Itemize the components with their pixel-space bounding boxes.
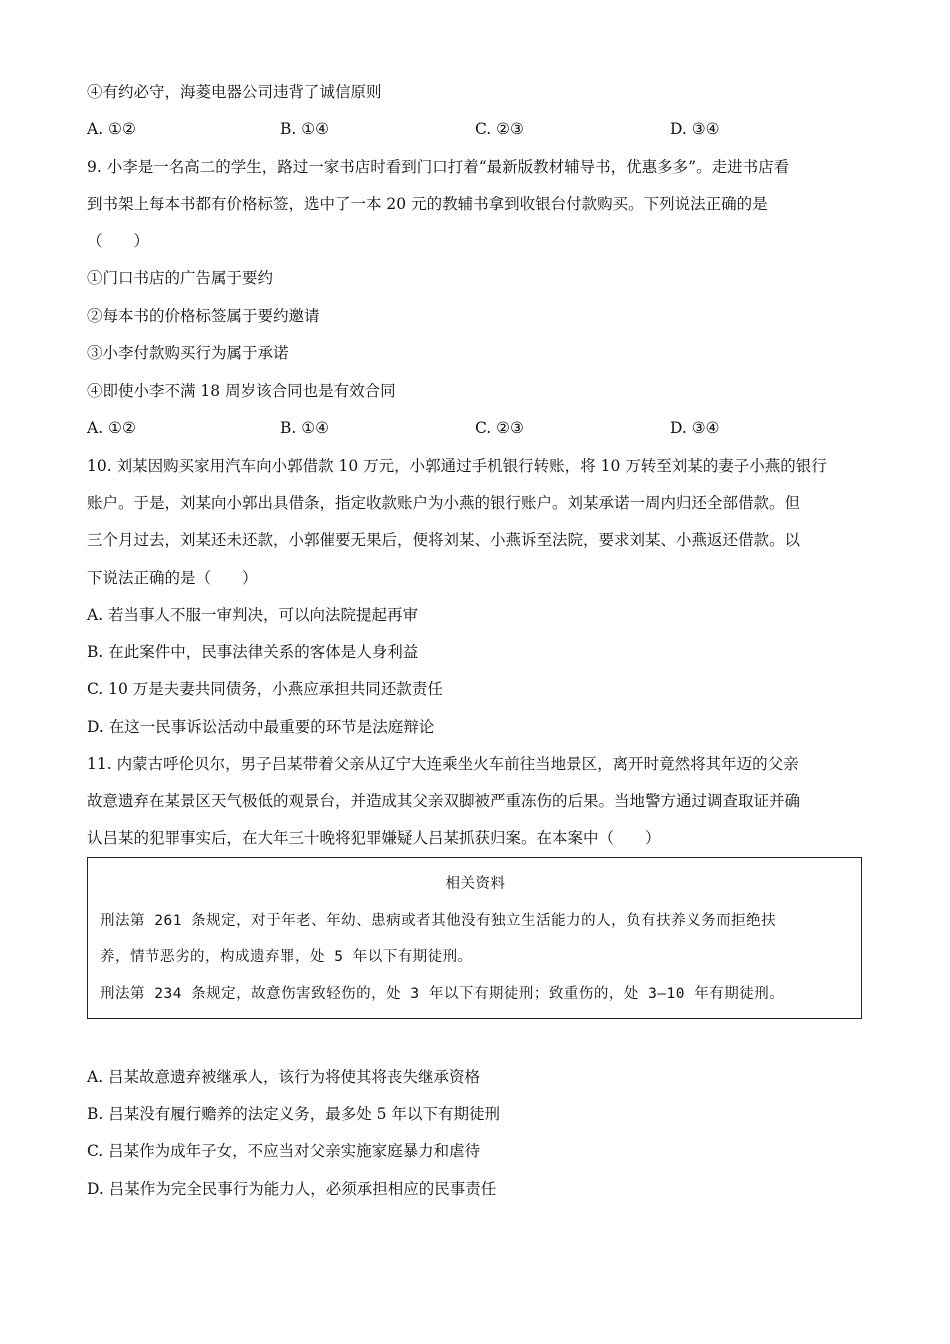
q11-stem-line-3: 认吕某的犯罪事实后，在大年三十晚将犯罪嫌疑人吕某抓获归案。在本案中（ ） [87, 829, 661, 847]
q10-option-a: A. 若当事人不服一审判决，可以向法院提起再审 [87, 606, 419, 624]
q10-option-d: D. 在这一民事诉讼活动中最重要的环节是法庭辩论 [87, 718, 435, 736]
q9-item-2: ②每本书的价格标签属于要约邀请 [87, 307, 320, 325]
q9-stem-line-2: 到书架上每本书都有价格标签，选中了一本 20 元的教辅书拿到收银台付款购买。下列说法正确的是 [87, 195, 768, 213]
q9-option-b: B. ①④ [280, 419, 330, 437]
q10-stem-line-1: 10. 刘某因购买家用汽车向小郭借款 10 万元，小郭通过手机银行转账，将 10 万转至刘某的妻子小燕的银行 [87, 457, 827, 475]
q10-stem-line-2: 账户。于是，刘某向小郭出具借条，指定收款账户为小燕的银行账户。刘某承诺一周内归还全部借款。但 [87, 494, 801, 512]
q9-item-1: ①门口书店的广告属于要约 [87, 269, 274, 287]
q9-item-4: ④即使小李不满 18 周岁该合同也是有效合同 [87, 382, 396, 400]
q11-stem-line-2: 故意遗弃在某景区天气极低的观景台，并造成其父亲双脚被严重冻伤的后果。当地警方通过调查取证并确 [87, 792, 801, 810]
q8-item-4: ④有约必守，海菱电器公司违背了诚信原则 [87, 83, 382, 101]
q10-stem-line-4: 下说法正确的是（ ） [87, 569, 258, 587]
q9-option-d: D. ③④ [670, 419, 720, 437]
q10-stem-line-3: 三个月过去，刘某还未还款，小郭催要无果后，便将刘某、小燕诉至法院，要求刘某、小燕返还借款。以 [87, 531, 801, 549]
q11-stem-line-1: 11. 内蒙古呼伦贝尔，男子吕某带着父亲从辽宁大连乘坐火车前往当地景区，离开时竟然将其年迈的父亲 [87, 755, 799, 773]
q9-options [87, 418, 867, 438]
q11-option-a: A. 吕某故意遗弃被继承人，该行为将使其将丧失继承资格 [87, 1068, 481, 1086]
q8-option-a: A. ①② [87, 120, 136, 138]
reference-box-title: 相关资料 [445, 876, 506, 892]
reference-material-box [87, 857, 862, 1019]
q9-stem-line-1: 9. 小李是一名高二的学生，路过一家书店时看到门口打着“最新版教材辅导书，优惠多多”。走进书店看 [87, 158, 790, 176]
q11-option-b: B. 吕某没有履行赡养的法定义务，最多处 5 年以下有期徒刑 [87, 1105, 500, 1123]
reference-line-3: 刑法第 234 条规定，故意伤害致轻伤的，处 3 年以下有期徒刑；致重伤的，处 3—10 年有期徒刑。 [100, 986, 785, 1002]
q9-item-3: ③小李付款购买行为属于承诺 [87, 344, 289, 362]
q8-option-b: B. ①④ [280, 120, 330, 138]
q11-option-c: C. 吕某作为成年子女，不应当对父亲实施家庭暴力和虐待 [87, 1142, 481, 1160]
reference-line-1: 刑法第 261 条规定，对于年老、年幼、患病或者其他没有独立生活能力的人，负有扶养义务而拒绝扶 [100, 913, 777, 929]
q8-option-c: C. ②③ [475, 120, 524, 138]
q9-stem-line-3: （ ） [87, 232, 150, 250]
q11-option-d: D. 吕某作为完全民事行为能力人，必须承担相应的民事责任 [87, 1180, 497, 1198]
q8-option-d: D. ③④ [670, 120, 720, 138]
q9-option-c: C. ②③ [475, 419, 524, 437]
q9-option-a: A. ①② [87, 419, 136, 437]
q8-options [87, 119, 867, 139]
q10-option-b: B. 在此案件中，民事法律关系的客体是人身利益 [87, 643, 419, 661]
q10-option-c: C. 10 万是夫妻共同债务，小燕应承担共同还款责任 [87, 680, 443, 698]
reference-line-2: 养，情节恶劣的，构成遗弃罪，处 5 年以下有期徒刑。 [100, 949, 473, 965]
